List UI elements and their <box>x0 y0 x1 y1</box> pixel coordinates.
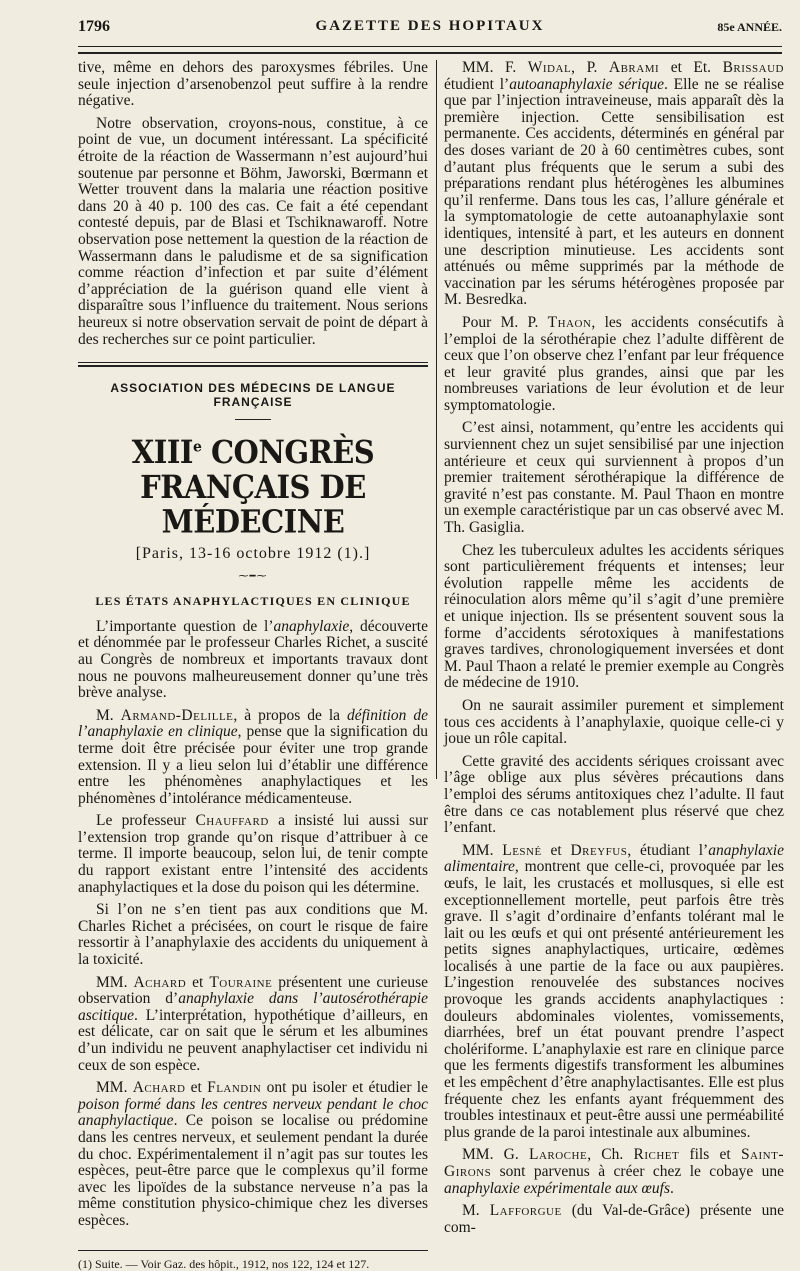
paragraph: M. Armand-Delille, à propos de la définition de l’anaphylaxie en clinique, pense que la signification du terme doit être précisée pour éviter une trop grande extension. Il y a lieu selon lui d’établir une différence entre les phénomènes anaphylactiques et les phénomènes d’intolérance médicamenteuse. <box>78 706 429 807</box>
paragraph: MM. F. Widal, P. Abrami et Et. Brissaud étudient l’autoanaphylaxie sérique. Elle ne se réalise que par l’injection intraveineuse, mais apparaît dès la première injection. Cette sensibilisation est permanente. Ces accidents, déterminés en général par des doses variant de 20 à 60 centimètres cubes, sont d’autant plus fréquents que le serum a subi des préparations rendant plus hétérogènes les albumines qu’il renferme. Dans tous les cas, l’allure générale et la symptomatologie de cette autoanaphylaxie sont identiques, intensité à part, et les auteurs en donnent une description minutieuse. Les accidents sont atténués ou même supprimés par la méthode de vaccination par les sérums hétérogènes proposée par M. Besredka. <box>444 59 784 309</box>
paragraph: tive, même en dehors des paroxysmes fébriles. Une seule injection d’arsenobenzol peut suffire à la rendre négative. <box>78 59 428 110</box>
section-rule-thick <box>78 365 428 367</box>
association-heading: ASSOCIATION DES MÉDECINS DE LANGUE FRANÇAISE <box>110 381 396 410</box>
right-column <box>444 60 784 1242</box>
congress-ordinal: e <box>192 438 202 456</box>
header-rule-thick <box>78 52 782 54</box>
congress-title <box>78 430 428 539</box>
congress-number: XIII <box>131 434 193 471</box>
paragraph: Chez les tuberculeux adultes les accidents sériques sont particulièrement fréquents et intenses; leur évolution rappelle même les accidents de réinoculation alors même qu’il s’agit d’une première et unique injection. Ils se présentent souvent sous la forme d’accidents sérotoxiques à manifestations graves tardives, chronologiquement inversées et dont M. Paul Thaon a relaté le premier exemple au Congrès de médecine de 1910. <box>444 541 784 692</box>
ornament-separator: ⁓━⁓ <box>238 570 268 582</box>
short-separator <box>235 419 271 420</box>
paragraph: Notre observation, croyons-nous, constitue, à ce point de vue, un document intéressant. La spécificité étroite de la réaction de Wassermann n’est aujourd’hui soutenue par personne et Böhm, Jaworski, Bœrmann et Wetter trouvent dans la malaria une réaction positive dans 20 à 40 p. 100 des cas. Ce fait a été cependant contesté depuis, par de Blasi et Tschiknawaroff. Notre observation pose nettement la question de la réaction de Wassermann dans le paludisme et de sa signification comme réaction d’infection et par suite d’élément d’appréciation de la guérison quand elle vient à disparaître sous l’influence du traitement. Nous serions heureux si notre observation servait de point de départ à des recherches sur ce point particulier. <box>78 114 428 348</box>
paragraph: L’importante question de l’anaphylaxie, découverte et dénommée par le professeur Charles Richet, a suscité au Congrès de nombreux et importants travaux dont nous ne pouvons malheureusement donner qu’une très brève analyse. <box>78 617 428 702</box>
paragraph: C’est ainsi, notamment, qu’entre les accidents qui surviennent chez un sujet sensibilisé par une injection antérieure et ceux qui surviennent à propos d’un premier traitement sérothérapique la différence de gravité n’est pas constante. M. Paul Thaon en montre un exemple caractéristique par un cas observé avec M. Th. Gasiglia. <box>444 419 784 537</box>
section-rule <box>78 362 428 363</box>
paragraph: Si l’on ne s’en tient pas aux conditions que M. Charles Richet a précisées, on court le risque de faire ressortir à l’anaphylaxie des accidents du uniquement à la toxicité. <box>78 901 428 969</box>
section-subtitle: LES ÉTATS ANAPHYLACTIQUES EN CLINIQUE <box>95 593 411 608</box>
footnote: (1) Suite. — Voir Gaz. des hôpit., 1912, nos 122, 124 et 127. <box>78 1256 370 1271</box>
running-header <box>78 18 782 42</box>
paragraph: Pour M. P. Thaon, les accidents consécutifs à l’emploi de la sérothérapie chez l’adulte diffèrent de ceux que l’on observe chez l’enfant par leur fréquence et leur gravité plus grandes, ainsi que par les nombreuses variations de leur évolution et de leur symptomatologie. <box>444 313 784 414</box>
paragraph: M. Lafforgue (du Val-de-Grâce) présente une com- <box>444 1202 784 1236</box>
paragraph: MM. G. Laroche, Ch. Richet fils et Saint-Girons sont parvenus à créer chez le cobaye une anaphylaxie expérimentale aux œufs. <box>444 1146 784 1197</box>
paragraph: MM. Achard et Touraine présentent une curieuse observation d’anaphylaxie dans l’autosérothérapie ascitique. L’interprétation, hypothétique d’ailleurs, en est délicate, car on sait que le sérum et les albumines d’un individu ne peuvent anaphylactiser cet individu ni ceux de son espèce. <box>78 973 428 1074</box>
paragraph: MM. Achard et Flandin ont pu isoler et étudier le poison formé dans les centres nerveux pendant le choc anaphylactique. Ce poison se localise ou prédomine dans les centres nerveux, et seulement pendant la durée du choc. Expérimentalement il n’agit pas sur toutes les espèces, peut-être parce que le complexus qu’il forme avec les lipoïdes de la substance nerveuse n’a pas la même constitution physico-chimique chez les diverses espèces. <box>78 1079 428 1229</box>
year-label: 85e ANNÉE. <box>717 20 782 34</box>
paragraph: On ne saurait assimiler purement et simplement tous ces accidents à l’anaphylaxie, quoique celle-ci y joue un rôle capital. <box>444 696 784 748</box>
paragraph: Le professeur Chauffard a insisté lui aussi sur l’extension trop grande qu’on risque d’attribuer à ce terme. Il importe beaucoup, selon lui, de tenir compte du rapport existant entre l’intensité des accidents anaphylactiques et la dose du poison qui les détermine. <box>78 812 428 896</box>
header-rule-thin <box>78 46 782 47</box>
paragraph: Cette gravité des accidents sériques croissant avec l’âge oblige aux plus sévères précautions dans l’emploi des sérums antitoxiques chez l’adulte. Il faut être dans ce cas notablement plus réservé que chez l’enfant. <box>444 752 784 837</box>
congress-name: CONGRÈS FRANÇAIS DE MÉDECINE <box>140 434 375 540</box>
left-column <box>78 60 428 1271</box>
page-number: 1796 <box>78 18 110 35</box>
journal-title: GAZETTE DES HOPITAUX <box>315 18 545 34</box>
column-divider <box>436 60 437 779</box>
paragraph: MM. Lesné et Dreyfus, étudiant l’anaphylaxie alimentaire, montrent que celle-ci, provoquée par les œufs, le lait, les crustacés et mollusques, si elle est exceptionnellement mortelle, peut parfois être très grave. Il s’agit d’ordinaire d’enfants tolérant mal le lait ou les œufs et qui ont présenté antérieurement les petits signes anaphylactiques, urticaire, œdèmes localisés à une partie de la face ou aux paupières. L’ingestion renouvelée des substances nocives provoque les grands accidents anaphylactiques : douleurs abdominales violentes, vomissements, diarrhées, bref un état pouvant prendre l’aspect cholériforme. L’anaphylaxie est rare en clinique parce que les ferments digestifs transforment les albumines et les empêchent d’être anaphylactisantes. Elle est plus fréquente chez les enfants ayant fréquemment des troubles intestinaux et peut-être aussi une perméabilité plus grande de la paroi intestinale aux albumines. <box>444 841 785 1141</box>
footnote-rule <box>78 1250 428 1251</box>
congress-dates: [Paris, 13-16 octobre 1912 (1).] <box>135 544 371 562</box>
